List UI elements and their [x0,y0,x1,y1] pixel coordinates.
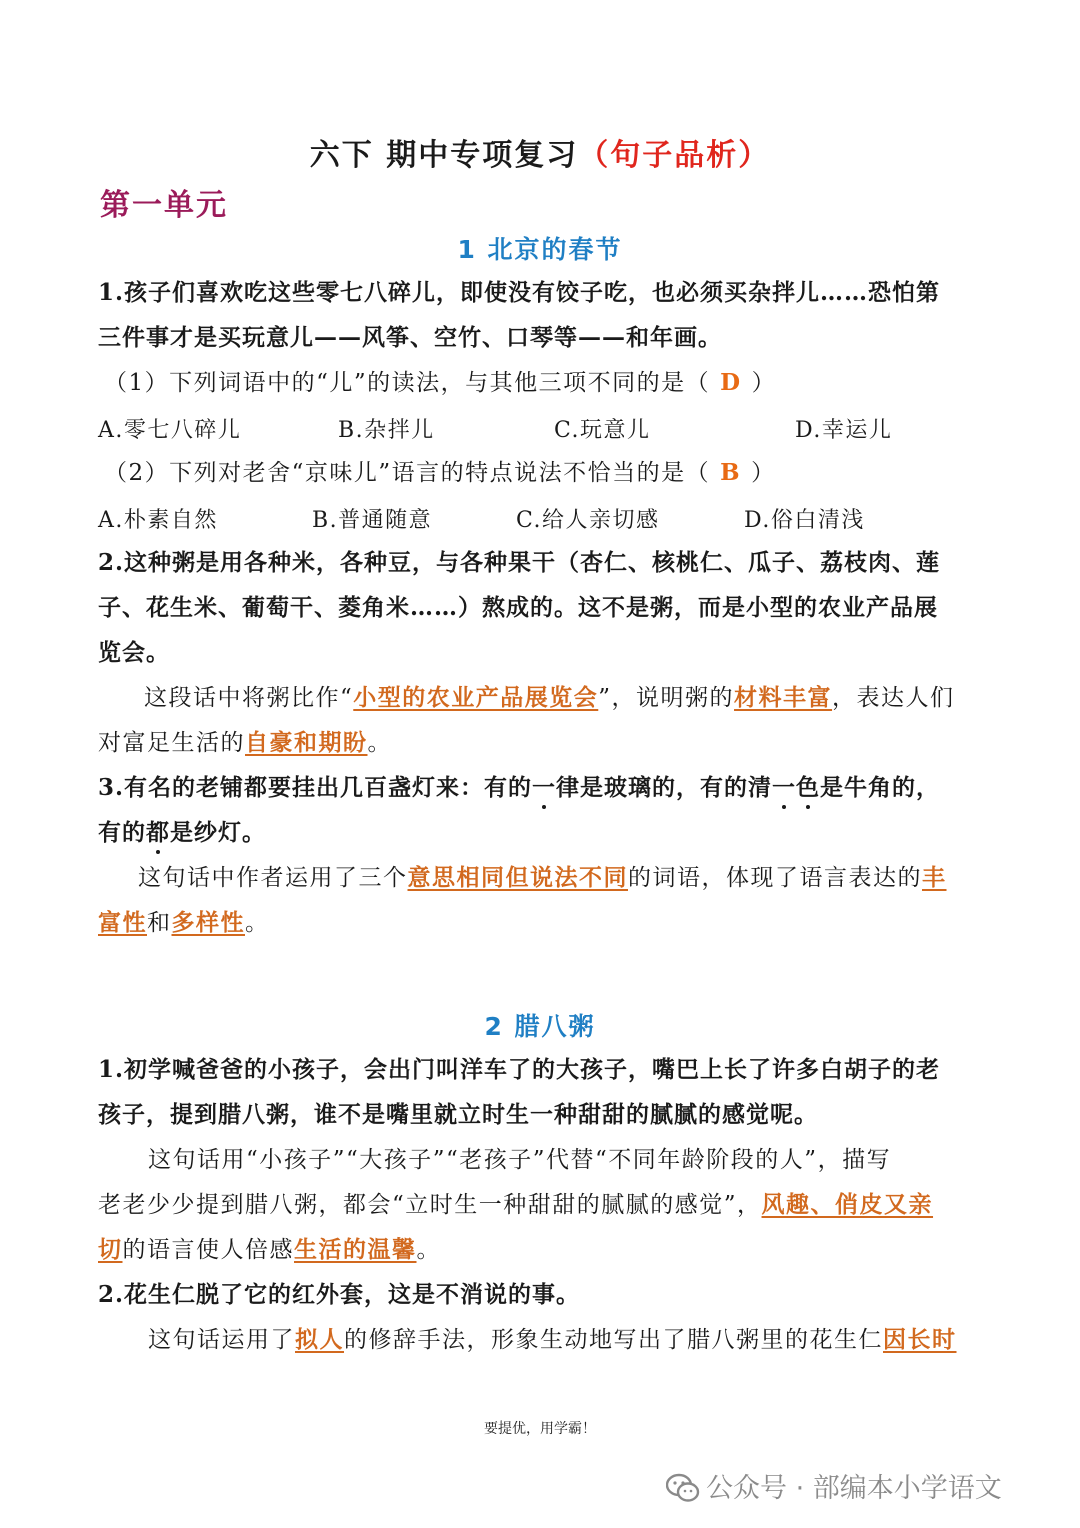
answer-blank: 拟人 [295,1326,344,1353]
l1-q1-sub2-text: （2）下列对老舍“京味儿”语言的特点说法不恰当的是（ [104,460,711,486]
answer-blank: 材料丰富 [734,684,833,711]
text-span: 。 [245,910,270,936]
l1-q1-sub1-close: ） [751,370,777,396]
answer-blank: 自豪和期盼 [245,729,368,756]
l1-q2-line1: 2.这种粥是用各种米，各种豆，与各种果干（杏仁、核桃仁、瓜子、荔枝肉、莲 [98,549,941,576]
l1-q3-line2 [98,818,266,848]
text-span: 。 [367,730,392,756]
l1-q2-answer-line1 [144,683,955,713]
l2-q1-line1: 1.初学喊爸爸的小孩子，会出门叫洋车了的大孩子，嘴巴上长了许多白胡子的老 [98,1056,941,1083]
lesson-1-heading: 1 北京的春节 [457,235,623,264]
text-span: ，表达人们 [832,685,955,711]
text-span: 这段话中将粥比作“ [144,685,354,711]
l2-q2-answer-line1 [148,1325,957,1355]
l1-q1-sub1-option-b: B.杂拌儿 [338,418,435,443]
answer-blank: 丰 [922,864,947,891]
l1-q1-line2: 三件事才是买玩意儿——风筝、空竹、口琴等——和年画。 [98,324,722,351]
answer-blank: 切 [98,1236,123,1263]
answer-blank: 意思相同但说法不同 [407,864,628,891]
text-span: 这句话运用了 [148,1327,295,1353]
text-span: 。 [416,1237,441,1263]
unit-heading: 第一单元 [100,188,228,223]
page-footer: 要提优，用学霸！ [484,1421,596,1437]
watermark [666,1466,1002,1505]
l1-q1-sub2-answer: B [720,459,742,486]
title-highlight: （句子品析） [578,138,771,173]
l2-q2-line1: 2.花生仁脱了它的红外套，这是不消说的事。 [98,1281,581,1308]
l1-q1-sub2-option-a: A.朴素自然 [98,508,218,533]
l1-q1-sub2-option-b: B.普通随意 [312,508,433,533]
l1-q2-line2: 子、花生米、葡萄干、菱角米……）熬成的。这不是粥，而是小型的农业产品展 [98,594,938,621]
emphasis-char: 一 [532,774,557,801]
l1-q1-sub2 [104,458,776,488]
text-span: 是牛角的， [820,774,941,801]
page-title [0,130,1080,174]
l1-q3-answer-line2 [98,908,270,938]
l1-q1-line1: 1.孩子们喜欢吃这些零七八碎儿，即使没有饺子吃，也必须买杂拌儿……恐怕第 [98,279,941,306]
watermark-text: 公众号 · 部编本小学语文 [706,1473,1002,1504]
l1-q1-sub1-option-c: C.玩意儿 [554,418,651,443]
answer-blank: 因长时 [883,1326,957,1353]
text-span: 的修辞手法，形象生动地写出了腊八粥里的花生仁 [344,1327,883,1353]
answer-blank: 风趣、俏皮又亲 [761,1191,934,1218]
answer-blank: 小型的农业产品展览会 [353,684,599,711]
l1-q1-sub2-option-c: C.给人亲切感 [516,508,660,533]
l2-q1-answer-line1: 这句话用“小孩子”“大孩子”“老孩子”代替“不同年龄阶段的人”，描写 [148,1147,892,1173]
answer-blank: 富性 [98,909,147,936]
text-span: 有的 [98,819,146,846]
l2-q1-answer-line2 [98,1190,933,1220]
emphasis-char: 一 [772,774,797,801]
l1-q2-answer-line2 [98,728,392,758]
text-span: 的词语，体现了语言表达的 [628,865,922,891]
emphasis-char: 色 [796,774,821,801]
text-span: 老老少少提到腊八粥，都会“立时生一种甜甜的腻腻的感觉”， [98,1192,762,1218]
l2-q1-answer-line3 [98,1235,441,1265]
title-main: 六下 期中专项复习 [309,138,579,173]
text-span: 律是玻璃的，有的清 [556,774,773,801]
text-span: 和 [147,910,172,936]
l2-q1-line2: 孩子，提到腊八粥，谁不是嘴里就立时生一种甜甜的腻腻的感觉呢。 [98,1101,818,1128]
l1-q1-sub1-text: （1）下列词语中的“儿”的读法，与其他三项不同的是（ [104,370,711,396]
lesson-2-heading: 2 腊八粥 [484,1012,596,1041]
l1-q1-sub2-option-d: D.俗白清浅 [744,508,865,533]
wechat-icon [666,1473,700,1503]
text-span: 这句话中作者运用了三个 [138,865,408,891]
l1-q1-sub1-option-a: A.零七八碎儿 [98,418,242,443]
text-span: 3.有名的老铺都要挂出几百盏灯来：有的 [98,774,533,801]
l1-q3-line1 [98,773,940,803]
l1-q3-answer-line1 [138,863,947,893]
l1-q2-line3: 览会。 [98,639,170,666]
text-span: ”，说明粥的 [598,685,735,711]
emphasis-char: 都 [146,819,170,846]
text-span: 是纱灯。 [170,819,266,846]
answer-blank: 多样性 [171,909,245,936]
text-span: 对富足生活的 [98,730,245,756]
answer-blank: 生活的温馨 [294,1236,417,1263]
l1-q1-sub2-close: ） [751,460,776,486]
l1-q1-sub1 [104,368,776,398]
text-span: 的语言使人倍感 [122,1237,294,1263]
l1-q1-sub1-answer: D [720,369,742,396]
l1-q1-sub1-option-d: D.幸运儿 [795,418,893,443]
